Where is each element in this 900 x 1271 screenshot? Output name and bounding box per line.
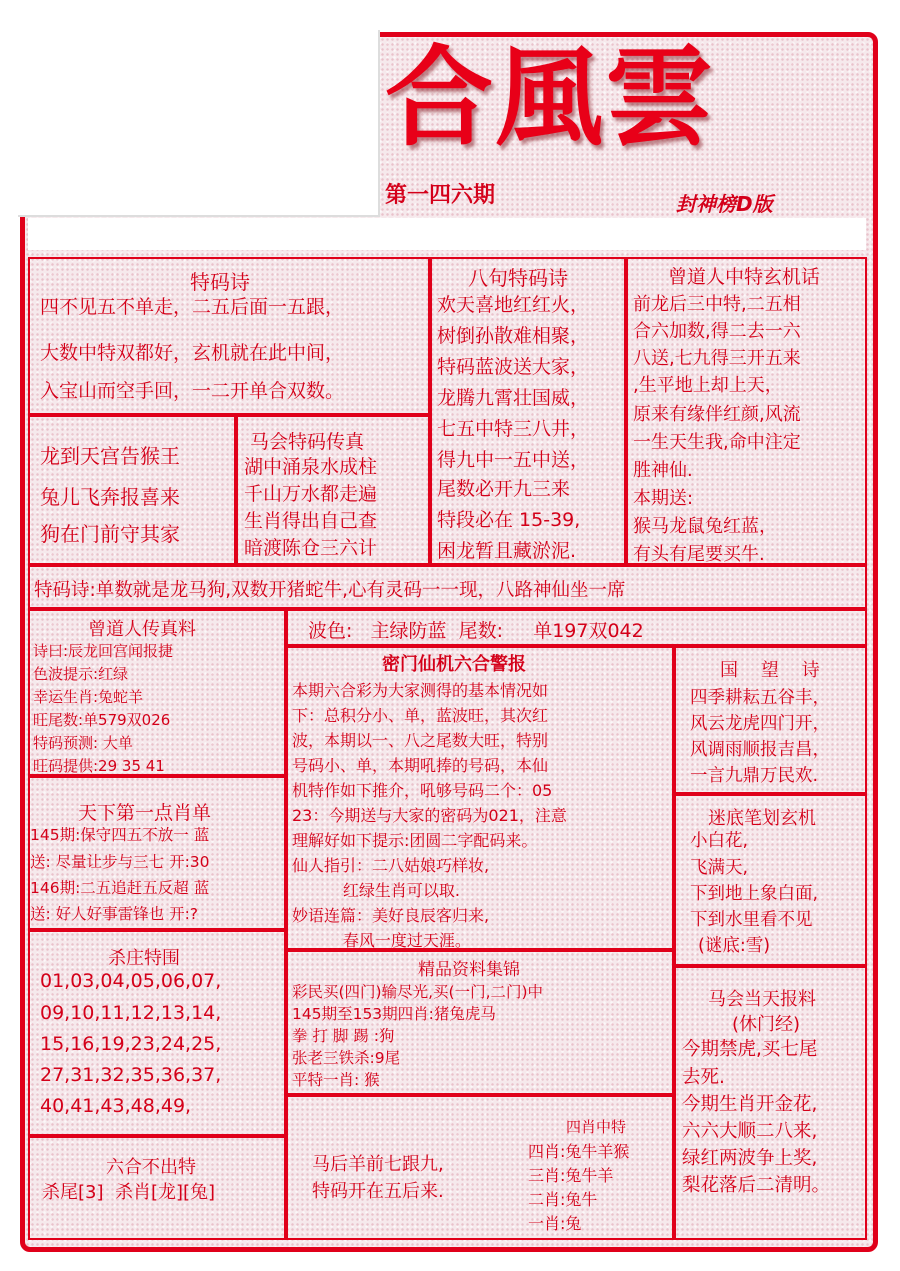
- mimen-title: 密门仙机六合警报: [382, 654, 526, 675]
- guowang-title: 国 望 诗: [720, 660, 820, 681]
- mahui-line: 湖中涌泉水成柱: [244, 456, 378, 478]
- jingpin-line: 平特一肖: 猴: [292, 1071, 380, 1089]
- zengdao-line: 八送,七九得三开五来: [633, 348, 801, 369]
- jingpin-line: 张老三铁杀:9尾: [292, 1049, 401, 1067]
- guowang-line: 四季耕耘五谷丰，: [690, 688, 830, 708]
- mahui-day-sub: (休门经): [732, 1014, 801, 1035]
- midi-line: 飞满天,: [690, 858, 749, 878]
- midi-line: (谜底:雪): [698, 936, 771, 956]
- mimen-line: 23：今期送与大家的密码为021，注意: [292, 806, 567, 825]
- shazhuang-line: 09,10,11,12,13,14,: [40, 1002, 222, 1024]
- bajiu-line: 七五中特三八井，: [437, 418, 590, 440]
- mahou-line: 马后羊前七跟九,: [312, 1154, 444, 1175]
- bajiu-line: 得九中一五中送，: [437, 449, 590, 471]
- zengdao-line: 前龙后三中特,二五相: [633, 294, 801, 315]
- liuhe-title: 六合不出特: [106, 1157, 196, 1178]
- sixiao-line: 三肖:兔牛羊: [528, 1166, 614, 1185]
- tema-shi-line: 大数中特双都好，玄机就在此中间，: [40, 342, 345, 364]
- mahui-line: 千山万水都走遍: [244, 483, 378, 505]
- mimen-line: 下：总积分小、单，蓝波旺，其次红: [292, 706, 549, 725]
- chuanzhen-line: 诗曰:辰龙回宫闻报捷: [33, 642, 174, 660]
- header-bar: [28, 218, 866, 250]
- shazhuang-title: 杀庄特围: [108, 948, 180, 969]
- shazhuang-line: 40,41,43,48,49,: [40, 1095, 192, 1117]
- tema-shi-line: 入宝山而空手回，一二开单合双数。: [40, 380, 345, 402]
- longdao-line: 龙到天宫告猴王: [40, 444, 180, 468]
- tianxia-line: 145期:保守四五不放一 蓝: [30, 826, 210, 844]
- zengdao-line: ,生平地上却上天，: [633, 375, 783, 396]
- longdao-line: 兔儿飞奔报喜来: [40, 485, 180, 509]
- mahui-day-title: 马会当天报料: [708, 989, 816, 1010]
- bajiu-line: 困龙暂且藏淤泥.: [437, 540, 577, 562]
- chuanzhen-title: 曾道人传真料: [88, 619, 196, 640]
- mimen-line: 仙人指引：二八姑娘巧样妆,: [292, 856, 490, 875]
- midi-title: 迷底笔划玄机: [708, 808, 816, 829]
- bajiu-line: 欢天喜地红红火，: [437, 294, 590, 316]
- bajiu-title: 八句特码诗: [468, 266, 568, 290]
- zengdao-line: 猴马龙鼠兔红蓝，: [633, 516, 777, 537]
- mimen-line: 机特作如下推介，吼够号码二个：05: [292, 781, 553, 800]
- mimen-line: 理解好如下提示:团圆二字配码来。: [292, 831, 538, 850]
- tema-line: 特码诗:单数就是龙马狗,双数开猪蛇牛,心有灵码一一现，八路神仙坐一席: [34, 580, 626, 601]
- zengdao-line: 本期送:: [633, 488, 694, 509]
- shazhuang-line: 01,03,04,05,06,07,: [40, 970, 222, 992]
- zengdao-line: 有头有尾要买牛.: [633, 544, 765, 565]
- liuhe-line: 杀尾[3] 杀肖[龙][兔]: [42, 1182, 216, 1203]
- mahou-line: 特码开在五后来.: [312, 1181, 444, 1202]
- mahui-day-line: 梨花落后二清明。: [682, 1175, 831, 1196]
- bajiu-line: 尾数必开九三来: [437, 478, 571, 500]
- masthead-title: 合風雲: [385, 35, 716, 161]
- mahui-line: 暗渡陈仓三六计: [244, 537, 378, 559]
- mahui-day-line: 六六大顺二八来,: [682, 1121, 818, 1142]
- mahui-day-line: 去死.: [682, 1067, 725, 1088]
- mahui-day-line: 今期生肖开金花,: [682, 1094, 818, 1115]
- sixiao-line: 一肖:兔: [528, 1214, 582, 1233]
- mimen-line: 红绿生肖可以取.: [292, 881, 460, 900]
- longdao-line: 狗在门前守其家: [40, 522, 180, 546]
- tianxia-title: 天下第一点肖单: [78, 802, 212, 824]
- chuanzhen-line: 旺尾数:单579双026: [33, 711, 171, 729]
- mimen-line: 春风一度过天涯。: [292, 931, 471, 950]
- tianxia-line: 146期:二五追赶五反超 蓝: [30, 879, 210, 897]
- bajiu-line: 树倒孙散难相聚，: [437, 325, 590, 347]
- guowang-line: 风云龙虎四门开，: [690, 714, 830, 734]
- jingpin-title: 精品资料集锦: [418, 960, 520, 980]
- chuanzhen-line: 旺码提供:29 35 41: [33, 757, 165, 775]
- mahui-day-line: 绿红两波争上奖,: [682, 1148, 818, 1169]
- jingpin-line: 拳 打 脚 踢 :狗: [292, 1027, 395, 1045]
- tianxia-line: 送: 尽量让步与三七 开:30: [30, 853, 210, 871]
- mahui-title: 马会特码传真: [250, 431, 365, 453]
- mimen-line: 妙语连篇：美好良辰客归来,: [292, 906, 490, 925]
- tianxia-line: 送: 好人好事雷锋也 开:?: [30, 905, 199, 923]
- chuanzhen-line: 幸运生肖:兔蛇羊: [33, 688, 144, 706]
- midi-line: 下到水里看不见: [690, 910, 813, 930]
- jingpin-line: 145期至153期四肖:猪兔虎马: [292, 1005, 496, 1023]
- midi-line: 小白花,: [690, 831, 749, 851]
- zengdao-line: 一生天生我,命中注定: [633, 432, 801, 453]
- sixiao-line: 四肖:兔牛羊猴: [528, 1142, 630, 1161]
- tema-shi-title: 特码诗: [190, 270, 250, 294]
- mimen-line: 号码小、单，本期吼捧的号码，本仙: [292, 756, 549, 775]
- guowang-line: 一言九鼎万民欢.: [690, 766, 819, 786]
- tema-shi-line: 四不见五不单走，二五后面一五跟，: [40, 296, 345, 318]
- midi-line: 下到地上象白面,: [690, 884, 819, 904]
- shazhuang-line: 27,31,32,35,36,37,: [40, 1064, 222, 1086]
- mimen-line: 本期六合彩为大家测得的基本情况如: [292, 681, 549, 700]
- guowang-line: 风调雨顺报吉昌，: [690, 740, 830, 760]
- zengdao-line: 原来有缘伴红颜,风流: [633, 404, 801, 425]
- shazhuang-line: 15,16,19,23,24,25,: [40, 1033, 222, 1055]
- mahui-day-line: 今期禁虎,买七尾: [682, 1039, 818, 1060]
- mahui-line: 生肖得出自己查: [244, 510, 378, 532]
- zengdao-line: 胜神仙.: [633, 460, 693, 481]
- bajiu-line: 特码蓝波送大家，: [437, 356, 590, 378]
- sixiao-title: 四肖中特: [566, 1118, 627, 1136]
- zengdao-title: 曾道人中特玄机话: [668, 266, 821, 288]
- chuanzhen-line: 色波提示:红绿: [33, 665, 129, 683]
- bajiu-line: 龙腾九霄壮国威，: [437, 387, 590, 409]
- chuanzhen-line: 特码预测: 大单: [33, 734, 133, 752]
- bajiu-line: 特段必在 15-39,: [437, 509, 581, 531]
- mimen-line: 波，本期以一、八之尾数大旺，特别: [292, 731, 549, 750]
- zengdao-line: 合六加数,得二去一六: [633, 321, 801, 342]
- bose-line: 波色: 主绿防蓝 尾数: 单197双042: [308, 620, 644, 642]
- edition-label: 封神榜D版: [676, 192, 773, 216]
- blank-overlay: [18, 30, 380, 217]
- issue-number: 第一四六期: [385, 183, 496, 208]
- jingpin-line: 彩民买(四门)输尽光,买(一门,二门)中: [292, 983, 544, 1001]
- sixiao-line: 二肖:兔牛: [528, 1190, 598, 1209]
